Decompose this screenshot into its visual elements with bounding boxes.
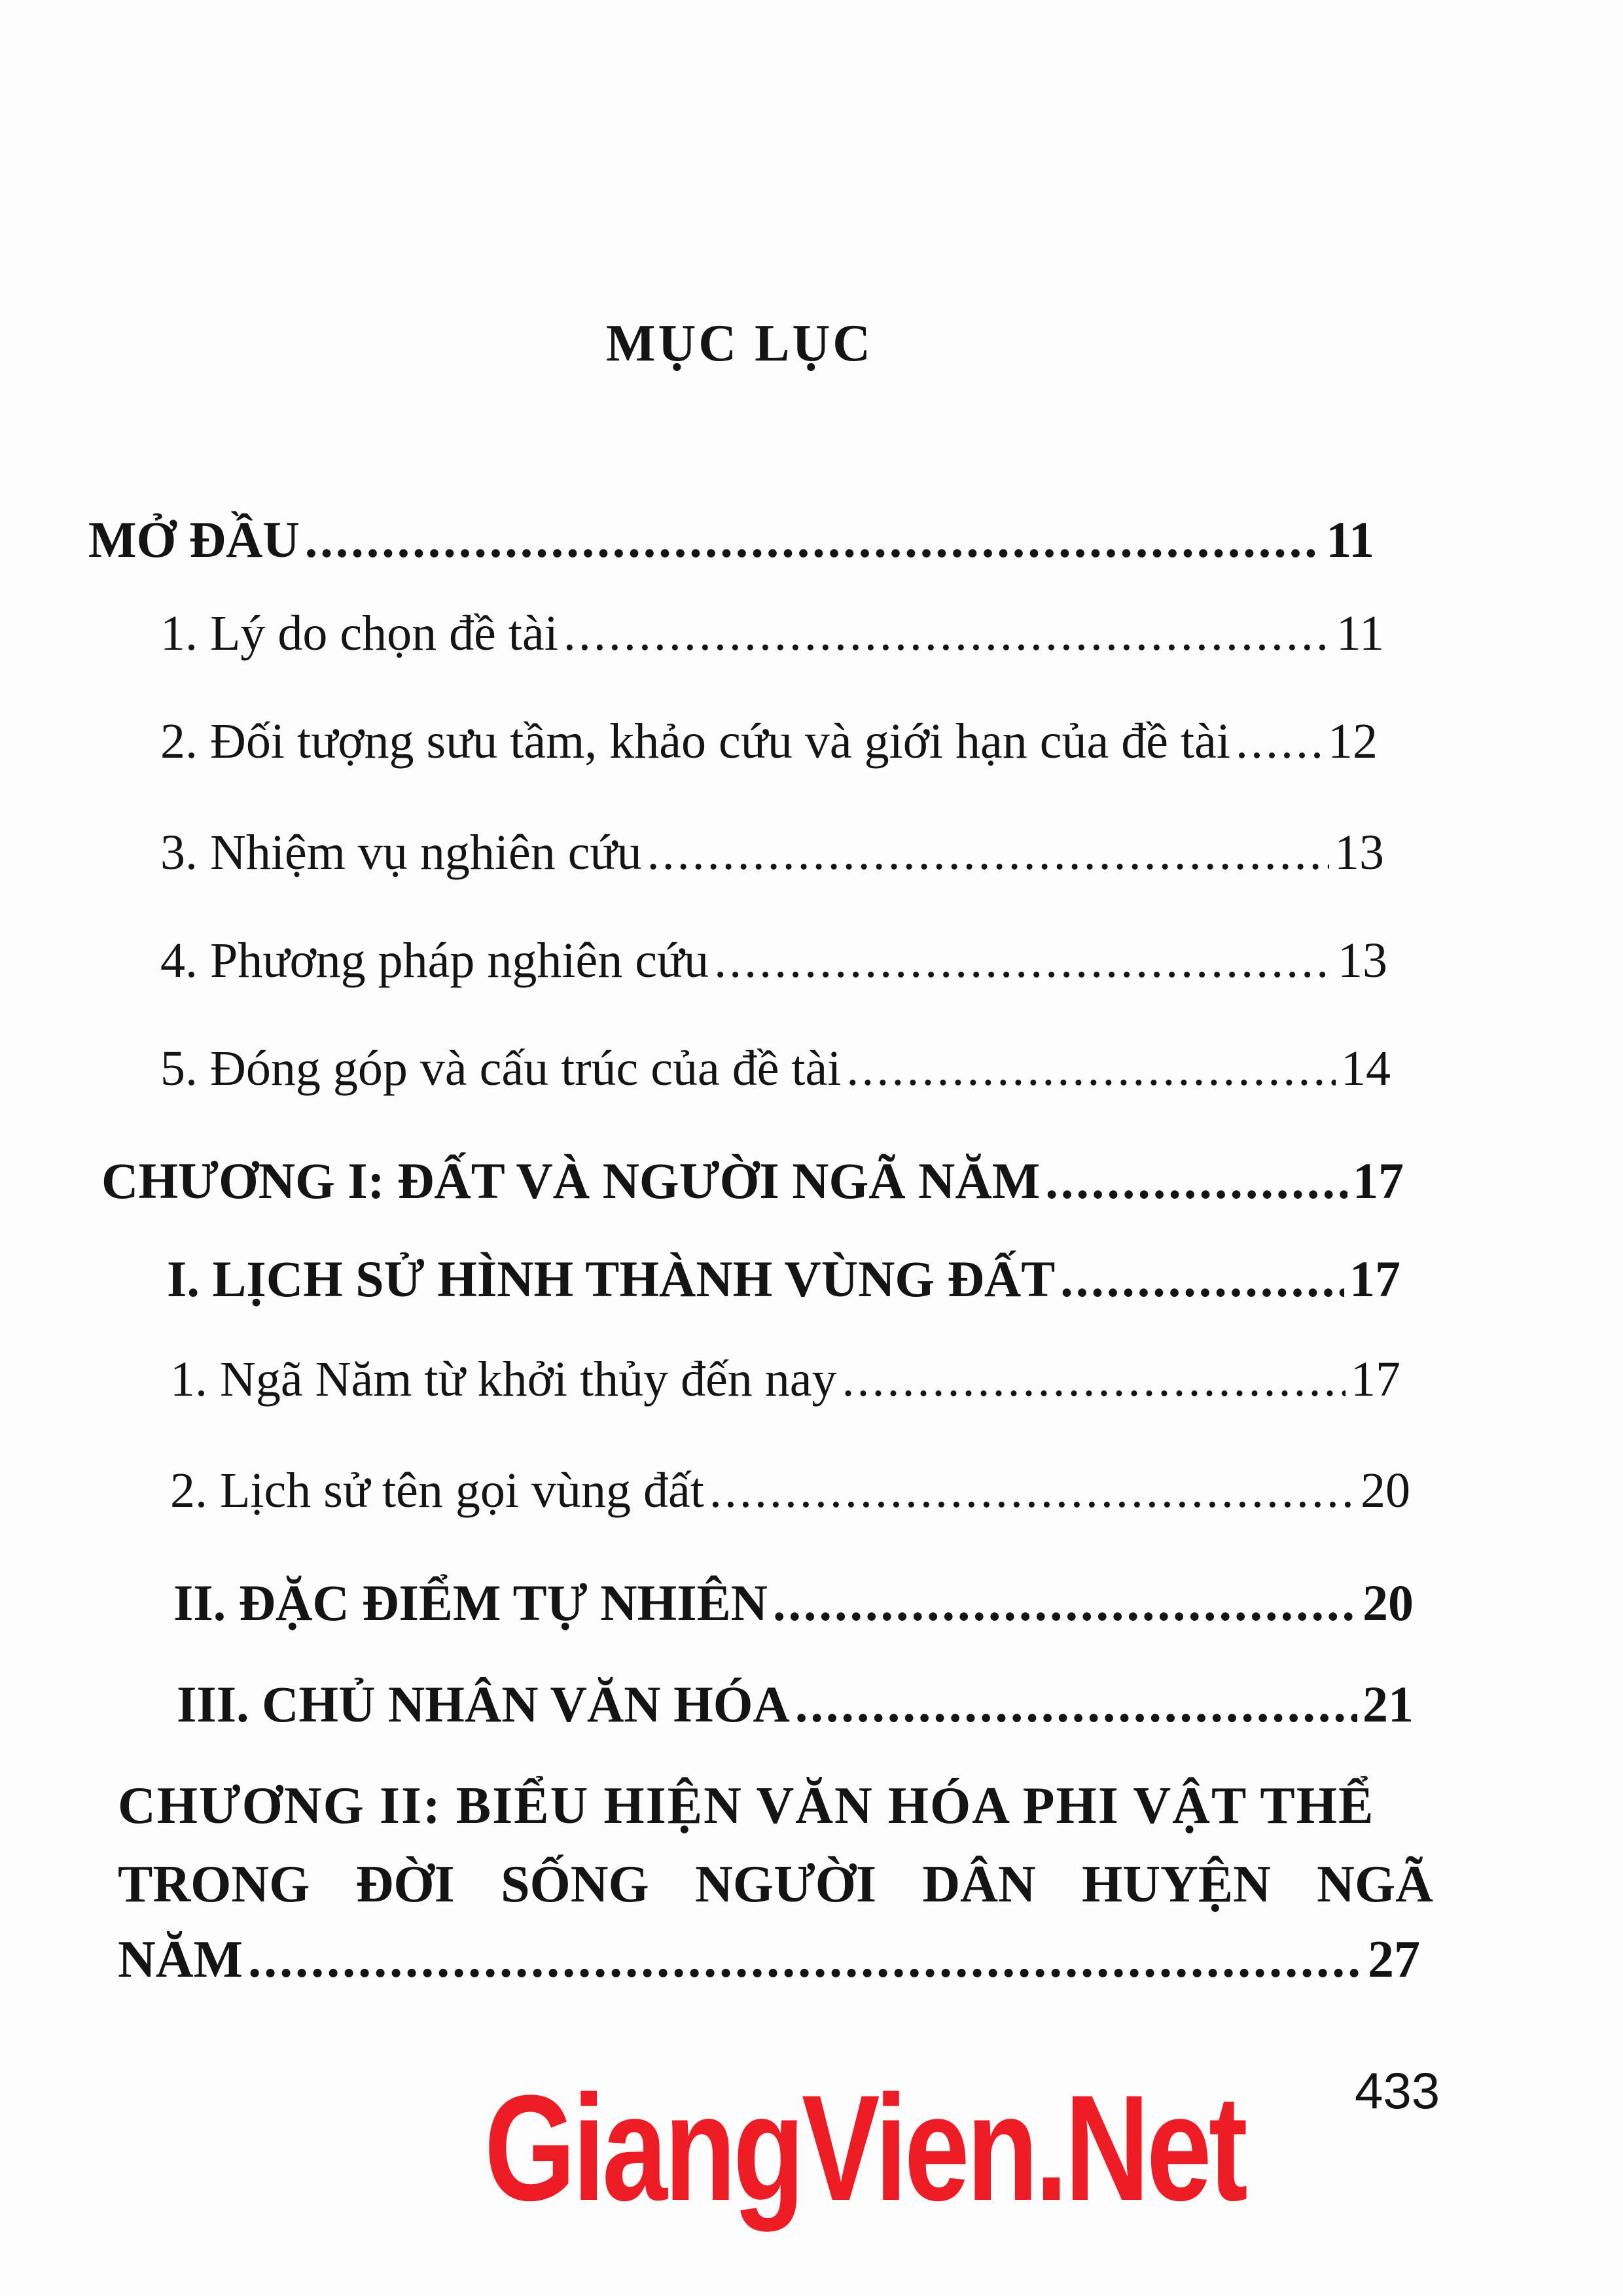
toc-entry-page: 21 <box>1363 1676 1414 1733</box>
dot-leader <box>709 1462 1355 1519</box>
toc-entry-label: 3. Nhiệm vụ nghiên cứu <box>160 825 642 880</box>
toc-entry-label: 2. Đối tượng sưu tầm, khảo cứu và giới hạn của đề tài <box>160 714 1230 769</box>
toc-entry-label: CHƯƠNG I: ĐẤT VÀ NGƯỜI NGÃ NĂM <box>101 1152 1041 1209</box>
toc-entry-mo-dau[interactable] <box>88 510 1374 569</box>
toc-entry-dac-diem-tu-nhien[interactable] <box>173 1574 1414 1633</box>
toc-entry-ly-do[interactable] <box>160 605 1384 662</box>
dot-leader <box>1236 713 1323 770</box>
chapter2-word: ĐỜI <box>355 1856 455 1913</box>
toc-entry-page: 14 <box>1341 1041 1391 1096</box>
page-number: 433 <box>1355 2062 1440 2119</box>
dot-leader <box>842 1351 1346 1408</box>
toc-entry-chuong-2-line3[interactable] <box>118 1930 1420 1990</box>
toc-entry-label: NĂM <box>118 1931 243 1988</box>
toc-entry-chuong-2-line1[interactable]: CHƯƠNG II: BIỂU HIỆN VĂN HÓA PHI VẬT THỂ <box>118 1777 1375 1835</box>
toc-entry-page: 17 <box>1353 1152 1404 1209</box>
dot-leader <box>773 1574 1357 1633</box>
toc-entry-page: 13 <box>1338 933 1387 988</box>
toc-entry-dong-gop[interactable] <box>160 1040 1391 1097</box>
toc-entry-chuong-1[interactable] <box>101 1152 1404 1210</box>
toc-entry-page: 20 <box>1361 1463 1410 1518</box>
chapter2-word: NGÃ <box>1317 1856 1433 1913</box>
dot-leader <box>647 824 1329 881</box>
watermark-logo: GiangVien.Net <box>484 2064 1245 2232</box>
chapter2-word: HUYỆN <box>1081 1856 1271 1913</box>
dot-leader <box>714 932 1332 989</box>
dot-leader <box>1060 1250 1344 1309</box>
toc-entry-chuong-2-line2[interactable] <box>118 1855 1433 1915</box>
toc-entry-page: 11 <box>1326 511 1374 568</box>
toc-entry-label: II. ĐẶC ĐIỂM TỰ NHIÊN <box>173 1574 768 1631</box>
toc-entry-label: 5. Đóng góp và cấu trúc của đề tài <box>160 1041 842 1096</box>
toc-entry-label: MỞ ĐẦU <box>88 511 300 568</box>
dot-leader <box>846 1040 1336 1097</box>
dot-leader <box>795 1675 1357 1734</box>
toc-entry-page: 27 <box>1368 1931 1420 1988</box>
toc-entry-label: 2. Lịch sử tên gọi vùng đất <box>170 1463 704 1518</box>
dot-leader <box>305 510 1321 569</box>
chapter2-word: DÂN <box>922 1856 1036 1913</box>
toc-entry-label: III. CHỦ NHÂN VĂN HÓA <box>177 1676 790 1733</box>
toc-entry-chu-nhan-van-hoa[interactable] <box>177 1675 1414 1734</box>
toc-entry-phuong-phap[interactable] <box>160 932 1387 989</box>
toc-entry-page: 17 <box>1349 1250 1400 1307</box>
toc-entry-lich-su-ten-goi[interactable] <box>170 1462 1410 1519</box>
toc-entry-label: 1. Lý do chọn đề tài <box>160 606 558 661</box>
toc-entry-page: 17 <box>1351 1352 1400 1407</box>
toc-entry-page: 13 <box>1334 825 1384 880</box>
toc-entry-label: 1. Ngã Năm từ khởi thủy đến nay <box>170 1352 837 1407</box>
dot-leader <box>563 605 1331 662</box>
page-title: MỤC LỤC <box>606 315 873 372</box>
toc-entry-page: 12 <box>1328 714 1378 769</box>
toc-entry-doi-tuong[interactable] <box>160 713 1378 770</box>
chapter2-word: TRONG <box>118 1856 310 1913</box>
toc-entry-label: I. LỊCH SỬ HÌNH THÀNH VÙNG ĐẤT <box>167 1250 1056 1307</box>
chapter2-word: NGƯỜI <box>695 1856 877 1913</box>
toc-entry-nhiem-vu[interactable] <box>160 824 1384 881</box>
chapter2-word: SỐNG <box>501 1856 649 1913</box>
toc-entry-nga-nam-khoi-thuy[interactable] <box>170 1351 1400 1408</box>
dot-leader <box>248 1930 1363 1990</box>
toc-entry-page: 11 <box>1336 606 1384 661</box>
toc-entry-label: 4. Phương pháp nghiên cứu <box>160 933 709 988</box>
dot-leader <box>1045 1152 1347 1210</box>
toc-entry-page: 20 <box>1363 1574 1414 1631</box>
toc-entry-lich-su-hinh-thanh[interactable] <box>167 1250 1400 1309</box>
